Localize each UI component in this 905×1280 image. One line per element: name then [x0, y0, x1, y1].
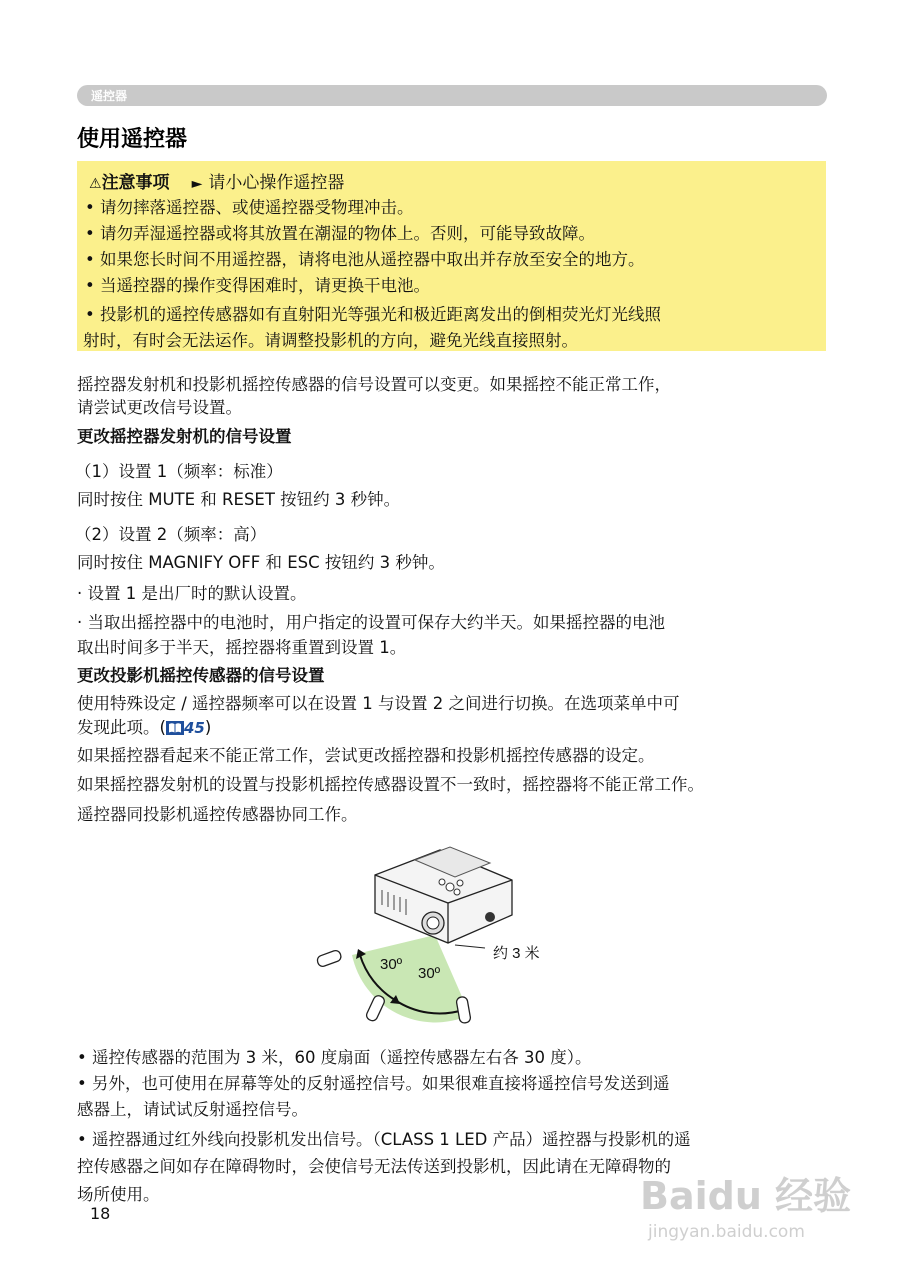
intro-line: 请尝试更改信号设置。: [77, 398, 242, 417]
distance-label: 约 3 米: [493, 945, 540, 962]
sensor-range-diagram: [300, 835, 600, 1035]
watermark-url: jingyan.baidu.com: [648, 1222, 805, 1242]
note-battery-line: 取出时间多于半天，摇控器将重置到设置 1。: [77, 638, 407, 657]
intro-line: 摇控器发射机和投影机摇控传感器的信号设置可以变更。如果摇控不能正常工作，: [77, 375, 671, 394]
caution-label: 注意事项: [101, 173, 170, 193]
section-heading-sensor: 更改投影机摇控传感器的信号设置: [77, 666, 325, 685]
setting2-label: （2）设置 2（频率：高）: [75, 525, 267, 544]
caution-headline: 请小心操作遥控器: [208, 173, 345, 193]
sensor-text-line: 如果摇控器发射机的设置与投影机摇控传感器设置不一致时，摇控器将不能正常工作。: [77, 775, 704, 794]
sensor-text-line: 如果摇控器看起来不能正常工作，尝试更改摇控器和投影机摇控传感器的设定。: [77, 746, 655, 765]
caution-item: • 当遥控器的操作变得困难时，请更换干电池。: [85, 276, 430, 295]
page-reference-link[interactable]: 45: [183, 719, 205, 737]
baidu-watermark: [640, 1165, 851, 1242]
caution-item: • 请勿摔落遥控器、或使遥控器受物理冲击。: [85, 198, 414, 217]
section-label: 遥控器: [91, 89, 128, 103]
sensor-text-end: ): [204, 718, 212, 737]
note-default-setting: · 设置 1 是出厂时的默认设置。: [77, 584, 307, 603]
caution-item: • 请勿弄湿遥控器或将其放置在潮湿的物体上。否则，可能导致故障。: [85, 224, 595, 243]
projector-illustration: [375, 847, 512, 943]
book-reference-icon[interactable]: [166, 720, 184, 734]
setting2-text: 同时按住 MAGNIFY OFF 和 ESC 按钮约 3 秒钟。: [77, 553, 445, 572]
reflection-note-line: 感器上，请试试反射遥控信号。: [77, 1100, 308, 1119]
setting1-label: （1）设置 1（频率：标准）: [75, 462, 283, 481]
page-title: 使用遥控器: [77, 127, 188, 152]
range-note: • 遥控传感器的范围为 3 米，60 度扇面（遥控传感器左右各 30 度）。: [77, 1048, 592, 1067]
page-number: 18: [90, 1204, 111, 1223]
right-arrow-icon: ►: [191, 176, 203, 192]
caution-item: • 投影机的遥控传感器如有直射阳光等强光和极近距离发出的倒相荧光灯光线照: [85, 305, 661, 324]
sensor-text-line: [77, 714, 211, 738]
caution-box: [77, 161, 826, 351]
infrared-note-line: • 遥控器通过红外线向投影机发出信号。（CLASS 1 LED 产品）遥控器与投影机的遥: [77, 1130, 691, 1149]
caution-item: 射时，有时会无法运作。请调整投影机的方向，避免光线直接照射。: [83, 331, 578, 350]
reflection-note-line: • 另外，也可使用在屏幕等处的反射遥控信号。如果很难直接将遥控信号发送到遥: [77, 1074, 670, 1093]
sensor-text-line: 遥控器同投影机遥控传感器协同工作。: [77, 805, 358, 824]
sensor-range-illustration: [300, 835, 600, 1035]
sensor-text-start: 发现此项。(: [77, 718, 166, 737]
warning-triangle-icon: ⚠: [89, 176, 102, 192]
setting1-text: 同时按住 MUTE 和 RESET 按钮约 3 秒钟。: [77, 490, 401, 509]
caution-heading: [89, 168, 344, 193]
caution-item: • 如果您长时间不用遥控器，请将电池从遥控器中取出并存放至安全的地方。: [85, 250, 645, 269]
distance-pointer-line: [455, 945, 485, 948]
section-heading-transmitter: 更改摇控器发射机的信号设置: [77, 427, 292, 446]
infrared-note-line: 控传感器之间如存在障碍物时，会使信号无法传送到投影机，因此请在无障碍物的: [77, 1157, 671, 1176]
angle-label-left: 30º: [380, 956, 403, 973]
watermark-logo: Baidu 经验: [640, 1174, 852, 1218]
infrared-note-line: 场所使用。: [77, 1185, 160, 1204]
section-header-bar: [77, 85, 827, 106]
angle-label-right: 30º: [418, 965, 441, 982]
note-battery-line: · 当取出摇控器中的电池时，用户指定的设置可保存大约半天。如果摇控器的电池: [77, 613, 665, 632]
sensor-text-line: 使用特殊设定 / 遥控器频率可以在设置 1 与设置 2 之间进行切换。在选项菜单中可: [77, 694, 680, 713]
